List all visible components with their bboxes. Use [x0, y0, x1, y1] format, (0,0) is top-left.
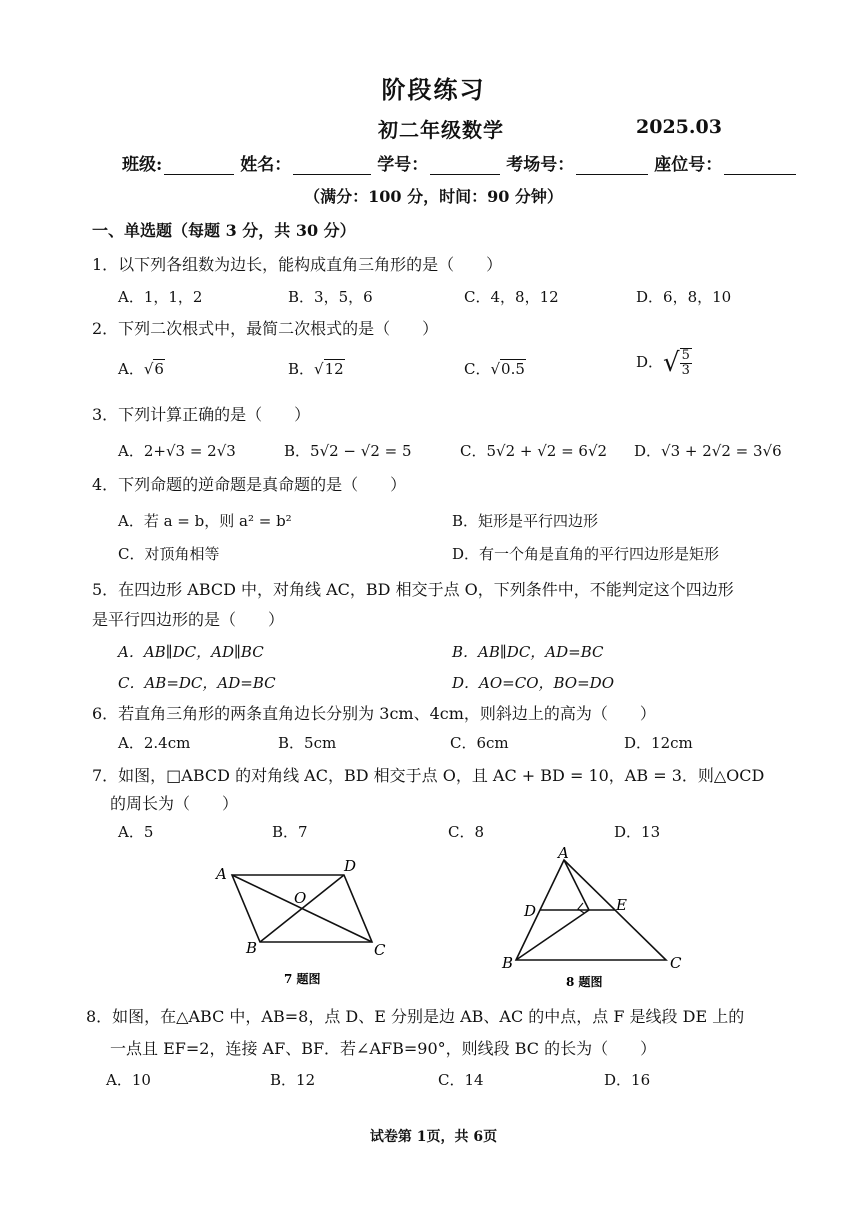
question-4-stem: 4．下列命题的逆命题是真命题的是（ ）: [92, 475, 407, 494]
question-7-option-d: D．13: [614, 823, 661, 841]
student-id-blank: [430, 156, 500, 175]
name-label: 姓名：: [240, 155, 292, 175]
question-6-option-b: B．5cm: [278, 734, 337, 752]
class-label: 班级:: [122, 155, 163, 175]
seat-label: 座位号：: [654, 155, 723, 175]
question-1-option-d: D．6，8，10: [636, 288, 732, 306]
label-e: E: [616, 896, 627, 914]
exam-meta: （满分：100 分，时间：90 分钟）: [304, 187, 563, 206]
question-7-option-a: A．5: [118, 823, 154, 841]
radicand: 0.5: [501, 360, 525, 378]
label-a: A: [216, 865, 227, 883]
question-1-option-b: B．3，5，6: [288, 288, 373, 306]
seat-blank: [724, 156, 796, 175]
fraction-denominator: 3: [681, 363, 690, 378]
question-1-option-c: C．4，8，12: [464, 288, 559, 306]
question-8-option-a: A．10: [106, 1071, 151, 1089]
question-7-stem-line2: 的周长为（ ）: [110, 794, 239, 813]
question-5-stem-line1: 5．在四边形 ABCD 中，对角线 AC，BD 相交于点 O，下列条件中，不能判定这个四边形: [92, 580, 734, 599]
label-o: O: [294, 889, 307, 907]
option-letter: D．: [636, 353, 664, 371]
question-4-option-a: A．若 a = b，则 a² = b²: [118, 512, 292, 530]
question-2-stem: 2．下列二次根式中，最简二次根式的是（ ）: [92, 319, 439, 338]
label-b: B: [502, 954, 514, 972]
question-1-option-a: A．1，1，2: [118, 288, 203, 306]
option-letter: B．: [288, 360, 315, 378]
class-blank: [164, 156, 234, 175]
question-8-stem-line2: 一点且 EF=2，连接 AF、BF．若∠AFB=90°，则线段 BC 的长为（ ）: [110, 1039, 657, 1058]
question-4-option-c: C．对顶角相等: [118, 545, 220, 563]
page-title: 阶段练习: [381, 75, 486, 104]
question-6-stem: 6．若直角三角形的两条直角边长分别为 3cm、4cm，则斜边上的高为（ ）: [92, 704, 656, 723]
page-footer: 试卷第 1页，共 6页: [369, 1129, 498, 1145]
question-8-option-c: C．14: [438, 1071, 484, 1089]
exam-date: 2025.03: [636, 116, 722, 138]
question-4-option-d: D．有一个角是直角的平行四边形是矩形: [452, 545, 720, 563]
option-letter: C．: [464, 360, 491, 378]
question-7-option-c: C．8: [448, 823, 485, 841]
radicand: 6: [154, 360, 164, 378]
question-1-stem: 1．以下列各组数为边长，能构成直角三角形的是（ ）: [92, 255, 503, 274]
option-letter: A．: [118, 360, 144, 378]
question-4-option-b: B．矩形是平行四边形: [452, 512, 599, 530]
question-3-option-a: A．2+√3 = 2√3: [118, 442, 236, 460]
question-6-option-a: A．2.4cm: [118, 734, 191, 752]
question-5-option-b: B．AB∥DC，AD=BC: [452, 643, 604, 661]
question-6-option-d: D．12cm: [624, 734, 693, 752]
section-heading: 一、单选题（每题 3 分，共 30 分）: [92, 221, 356, 240]
question-6-option-c: C．6cm: [450, 734, 509, 752]
question-3-option-b: B．5√2 − √2 = 5: [284, 442, 412, 460]
radicand: 12: [324, 360, 344, 378]
question-8-stem-line1: 8．如图，在△ABC 中，AB=8，点 D、E 分别是边 AB、AC 的中点，点 F 是线段 DE 上的: [86, 1007, 745, 1026]
student-info-row: [122, 150, 802, 175]
question-8-option-b: B．12: [270, 1071, 316, 1089]
question-2-option-b: B．√12: [288, 360, 344, 378]
question-2-option-d: D．√ $\frac{5}{3}$: [636, 348, 690, 378]
question-3-option-c: C．5√2 + √2 = 6√2: [460, 442, 608, 460]
label-d: D: [344, 857, 357, 875]
question-7-stem-line1: 7．如图，□ABCD 的对角线 AC，BD 相交于点 O，且 AC + BD = 10，AB = 3．则△OCD: [92, 766, 765, 785]
question-3-stem: 3．下列计算正确的是（ ）: [92, 405, 311, 424]
exam-subtitle: 初二年级数学: [378, 118, 504, 142]
figure-8-triangle: [494, 846, 694, 991]
fraction-numerator: 5: [681, 348, 690, 363]
question-7-option-b: B．7: [272, 823, 308, 841]
question-2-option-a: A．√6: [118, 360, 164, 378]
label-b: B: [246, 939, 258, 957]
figure-7-parallelogram: [208, 855, 398, 990]
question-5-option-d: D．AO=CO，BO=DO: [452, 674, 614, 692]
label-a: A: [558, 846, 569, 862]
question-8-option-d: D．16: [604, 1071, 651, 1089]
student-id-label: 学号：: [377, 155, 429, 175]
label-c: C: [670, 954, 682, 972]
name-blank: [293, 156, 371, 175]
exam-room-blank: [576, 156, 648, 175]
figure-8-caption: 8 题图: [566, 975, 603, 989]
diagonal-bd: [260, 875, 344, 942]
segment-af: [564, 860, 589, 910]
question-2-option-c: C．√0.5: [464, 360, 525, 378]
label-c: C: [374, 941, 386, 959]
question-3-option-d: D．√3 + 2√2 = 3√6: [634, 442, 782, 460]
label-d: D: [524, 902, 537, 920]
figure-7-caption: 7 题图: [284, 972, 321, 986]
exam-room-label: 考场号：: [506, 155, 575, 175]
question-5-option-c: C．AB=DC，AD=BC: [118, 674, 276, 692]
question-5-stem-line2: 是平行四边形的是（ ）: [92, 610, 285, 629]
question-5-option-a: A．AB∥DC，AD∥BC: [118, 643, 264, 661]
right-angle-mark: [578, 903, 584, 913]
